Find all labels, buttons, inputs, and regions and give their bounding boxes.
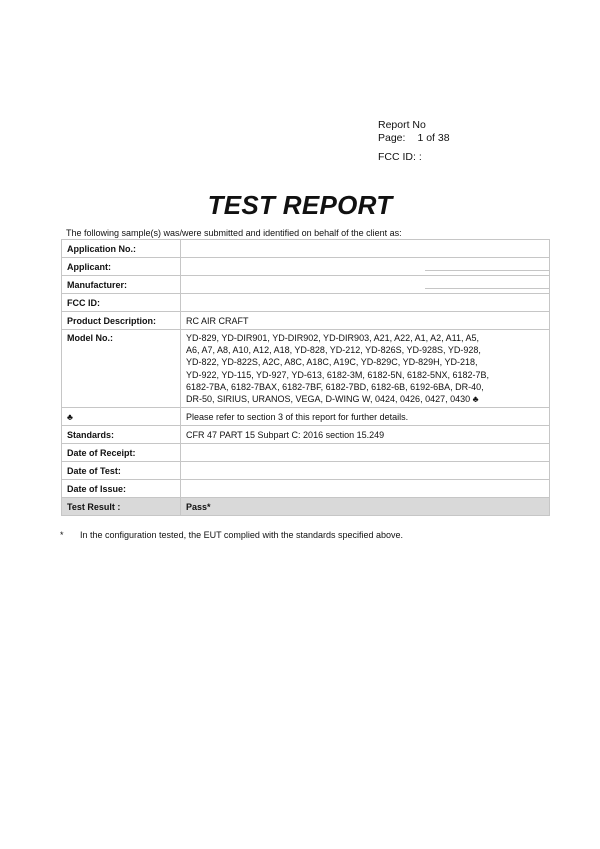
fcc-id-label: FCC ID: (62, 294, 181, 312)
manufacturer-label: Manufacturer: (62, 276, 181, 294)
intro-text: The following sample(s) was/were submitted and identified on behalf of the client as: (66, 228, 402, 238)
standards-label: Standards: (62, 426, 181, 444)
model-line: DR-50, SIRIUS, URANOS, VEGA, D-WING W, 0424, 0426, 0427, 0430 ♣ (186, 394, 479, 405)
footnote-mark: * (60, 530, 64, 540)
table-row (62, 480, 550, 498)
model-line: YD-829, YD-DIR901, YD-DIR902, YD-DIR903, A21, A22, A1, A2, A11, A5, (186, 333, 480, 343)
standards-value: CFR 47 PART 15 Subpart C: 2016 section 15.249 (181, 426, 550, 444)
table-row (62, 330, 550, 408)
model-line: YD-822, YD-822S, A2C, A8C, A18C, A19C, YD-829C, YD-829H, YD-218, (186, 357, 478, 368)
report-header (378, 119, 450, 164)
date-of-test-label: Date of Test: (62, 462, 181, 480)
product-description-label: Product Description: (62, 312, 181, 330)
test-result-value: Pass* (181, 498, 550, 516)
table-row (62, 498, 550, 516)
date-of-test-value (181, 462, 550, 480)
footnote-text: In the configuration tested, the EUT complied with the standards specified above. (80, 530, 404, 540)
application-no-value (181, 240, 550, 258)
table-row (62, 240, 550, 258)
date-of-issue-label: Date of Issue: (62, 480, 181, 498)
applicant-value (181, 258, 550, 276)
note-label: ♣ (62, 408, 181, 426)
table-row (62, 462, 550, 480)
header-fcc-id-value: : (418, 151, 422, 163)
header-fcc-id (378, 151, 450, 164)
table-row (62, 444, 550, 462)
report-no: Report No (378, 119, 426, 131)
header-fcc-id-label: FCC ID: (378, 151, 416, 163)
table-row (62, 312, 550, 330)
date-of-issue-value (181, 480, 550, 498)
product-description-value: RC AIR CRAFT (181, 312, 550, 330)
note-value: Please refer to section 3 of this report for further details. (181, 408, 550, 426)
report-table (61, 239, 550, 516)
model-no-value (181, 330, 550, 408)
manufacturer-line (425, 280, 549, 289)
application-no-label: Application No.: (62, 240, 181, 258)
page-value: 1 of 38 (417, 132, 450, 144)
test-result-label: Test Result : (62, 498, 181, 516)
page-label: Page: (378, 132, 406, 144)
date-of-receipt-label: Date of Receipt: (62, 444, 181, 462)
page-info (378, 132, 450, 145)
model-line: YD-922, YD-115, YD-927, YD-613, 6182-3M, 6182-5N, 6182-5NX, 6182-7B, (186, 369, 490, 380)
model-line: 6182-7BA, 6182-7BAX, 6182-7BF, 6182-7BD, 6182-6B, 6192-6BA, DR-40, (186, 381, 484, 392)
table-row (62, 408, 550, 426)
model-no-label: Model No.: (62, 330, 181, 408)
date-of-receipt-value (181, 444, 550, 462)
table-row (62, 258, 550, 276)
footnote (60, 530, 403, 540)
applicant-line (425, 262, 549, 271)
model-line: A6, A7, A8, A10, A12, A18, YD-828, YD-212, YD-826S, YD-928S, YD-928, (186, 345, 481, 356)
manufacturer-value (181, 276, 550, 294)
table-row (62, 276, 550, 294)
table-row (62, 294, 550, 312)
applicant-label: Applicant: (62, 258, 181, 276)
fcc-id-value (181, 294, 550, 312)
page-title: TEST REPORT (207, 190, 393, 220)
table-row (62, 426, 550, 444)
